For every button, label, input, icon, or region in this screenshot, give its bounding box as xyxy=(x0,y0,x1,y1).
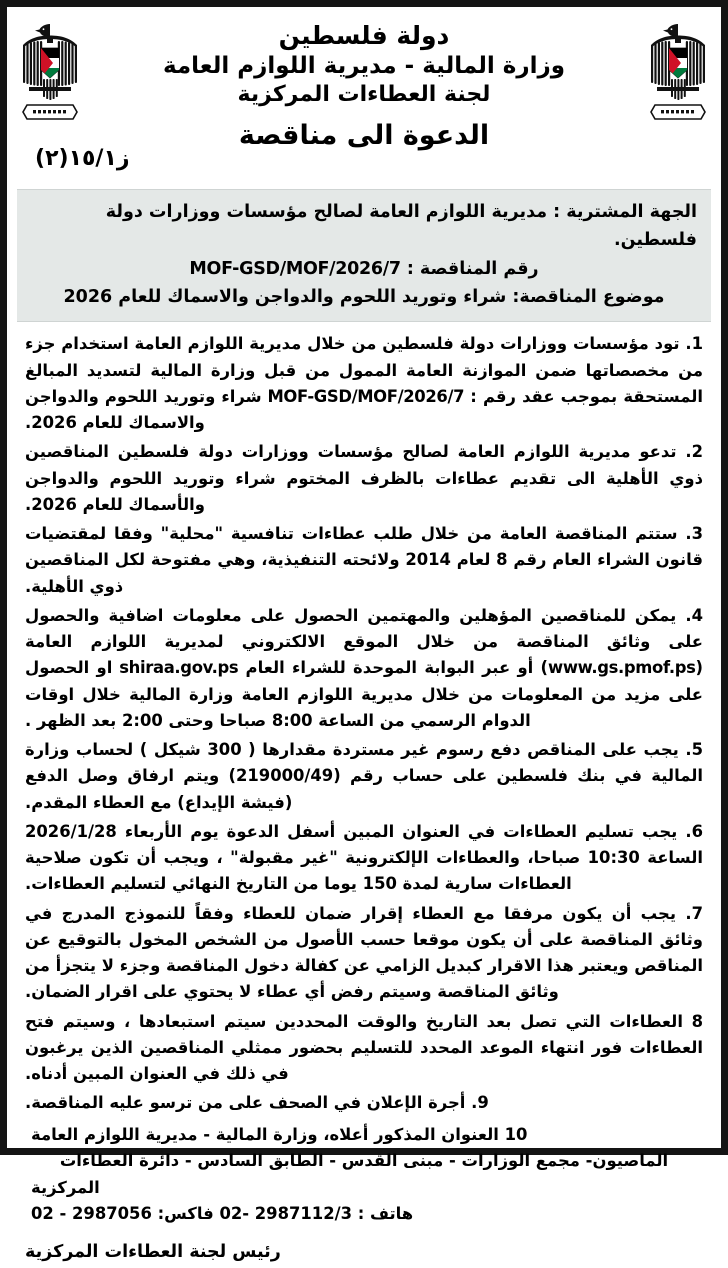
coat-of-arms-emblem-left xyxy=(19,17,81,125)
tender-subject-line: موضوع المناقصة: شراء وتوريد اللحوم والدواجن والاسماك للعام 2026 xyxy=(63,287,665,308)
reference-number: ز١٥/١(٢) xyxy=(35,146,130,171)
address-line-location: الماصيون- مجمع الوزارات - مبنى القدس - الطابق السادس - دائرة العطاءات المركزية xyxy=(31,1151,669,1197)
clause-item: 5. يجب على المناقص دفع رسوم غير مستردة مقدارها ( 300 شيكل ) لحساب وزارة المالية في بنك فلسطين على حساب رقم (219000/49) ويتم ارفاق وصل الدفع (فيشة الإيداع) مع العطاء المقدم. xyxy=(25,740,704,812)
clause-item: 7. يجب أن يكون مرفقا مع العطاء إقرار ضمان للعطاء وفقاً للنموذج المدرج في وثائق المناقصة على أن يكون موقعا حسب الأصول من الشخص المخول بالتوقيع عن المناقص ويعتبر هذا الاقرار كبديل الزامي عن كفالة دخول المناقصة وجزء لا يتجزأ من وثائق المناقصة وسيتم رفض أي عطاء لا يحتوي على اقرار الضمان. xyxy=(25,903,703,1002)
state-title: دولة فلسطين xyxy=(278,21,450,50)
header-title-block xyxy=(81,17,647,151)
ministry-title: وزارة المالية - مديرية اللوازم العامة xyxy=(162,52,566,79)
clause-item: 1. تود مؤسسات ووزارات دولة فلسطين من خلال مديرية اللوازم العامة استخدام جزء من مخصصاتها ضمن الموازنة العامة الممول من قبل وزارة المالية لتسديد المبالغ المستحقة بموجب عقد رقم : MOF-GSD/MOF/2026/7 شراء وتوريد اللحوم والدواجن والاسماك للعام 2026. xyxy=(25,334,704,433)
document-header xyxy=(19,13,709,189)
address-block xyxy=(25,1120,703,1228)
clause-item: 2. تدعو مديرية اللوازم العامة لصالح مؤسسات ووزارات دولة فلسطين المناقصين ذوي الأهلية الى تقديم عطاءات بالظرف المختوم شراء وتوريد اللحوم والدواجن والأسماك للعام 2026. xyxy=(25,442,703,514)
clause-item: 3. ستتم المناقصة العامة من خلال طلب عطاءات تنافسية "محلية" وفقا لمقتضيات قانون الشراء العام رقم 8 لعام 2014 ولائحته التنفيذية، وهي مفتوحة لكل المناقصين ذوي الأهلية. xyxy=(25,524,703,596)
signature-line: رئيس لجنة العطاءات المركزية xyxy=(25,1241,281,1262)
clause-item: 6. يجب تسليم العطاءات في العنوان المبين أسفل الدعوة يوم الأربعاء 2026/1/28 الساعة 10:30 صباحا، والعطاءات الإلكترونية "غير مقبولة" ، ويجب أن تكون صلاحية العطاءات سارية لمدة 150 يوما من التاريخ النهائي لتسليم العطاءات. xyxy=(25,821,703,894)
purchasing-entity-line: الجهة المشترية : مديرية اللوازم العامة لصالح مؤسسات ووزارات دولة فلسطين. xyxy=(105,202,697,251)
clause-item: 9. أجرة الإعلان في الصحف على من ترسو عليه المناقصة. xyxy=(25,1093,489,1113)
address-line-ministry: 10 العنوان المذكور أعلاه، وزارة المالية - مديرية اللوازم العامة xyxy=(31,1124,528,1144)
address-line-contact: هاتف : 2987112/3 -02 فاكس: 2987056 - 02 xyxy=(31,1204,414,1224)
document-inner-frame xyxy=(7,7,721,1262)
coat-of-arms-emblem-right xyxy=(647,17,709,125)
tender-info-band xyxy=(17,189,711,322)
clauses-body xyxy=(19,322,709,1268)
tender-number-line: رقم المناقصة : MOF-GSD/MOF/2026/7 xyxy=(189,258,539,279)
clause-item: 4. يمكن للمناقصين المؤهلين والمهتمين الحصول على معلومات اضافية والحصول على وثائق المناقصة من خلال الموقع الالكتروني لمديرية اللوازم العامة (www.gs.pmof.ps) أو عبر البوابة الموحدة للشراء العام shiraa.gov.ps او الحصول على مزيد من المعلومات من خلال مديرية اللوازم العامة وزارة المالية خلال اوقات الدوام الرسمي من الساعة 8:00 صباحا وحتى 2:00 بعد الظهر . xyxy=(25,605,703,730)
page-title: الدعوة الى مناقصة xyxy=(238,120,490,152)
clause-item: 8 العطاءات التي تصل بعد التاريخ والوقت المحددين سيتم استبعادها ، وسيتم فتح العطاءات فور انتهاء الموعد المحدد للتسليم بحضور ممثلي المناقصين الذين يرغبون في ذلك في العنوان المبين أدناه. xyxy=(25,1011,703,1084)
committee-title: لجنة العطاءات المركزية xyxy=(237,82,491,108)
